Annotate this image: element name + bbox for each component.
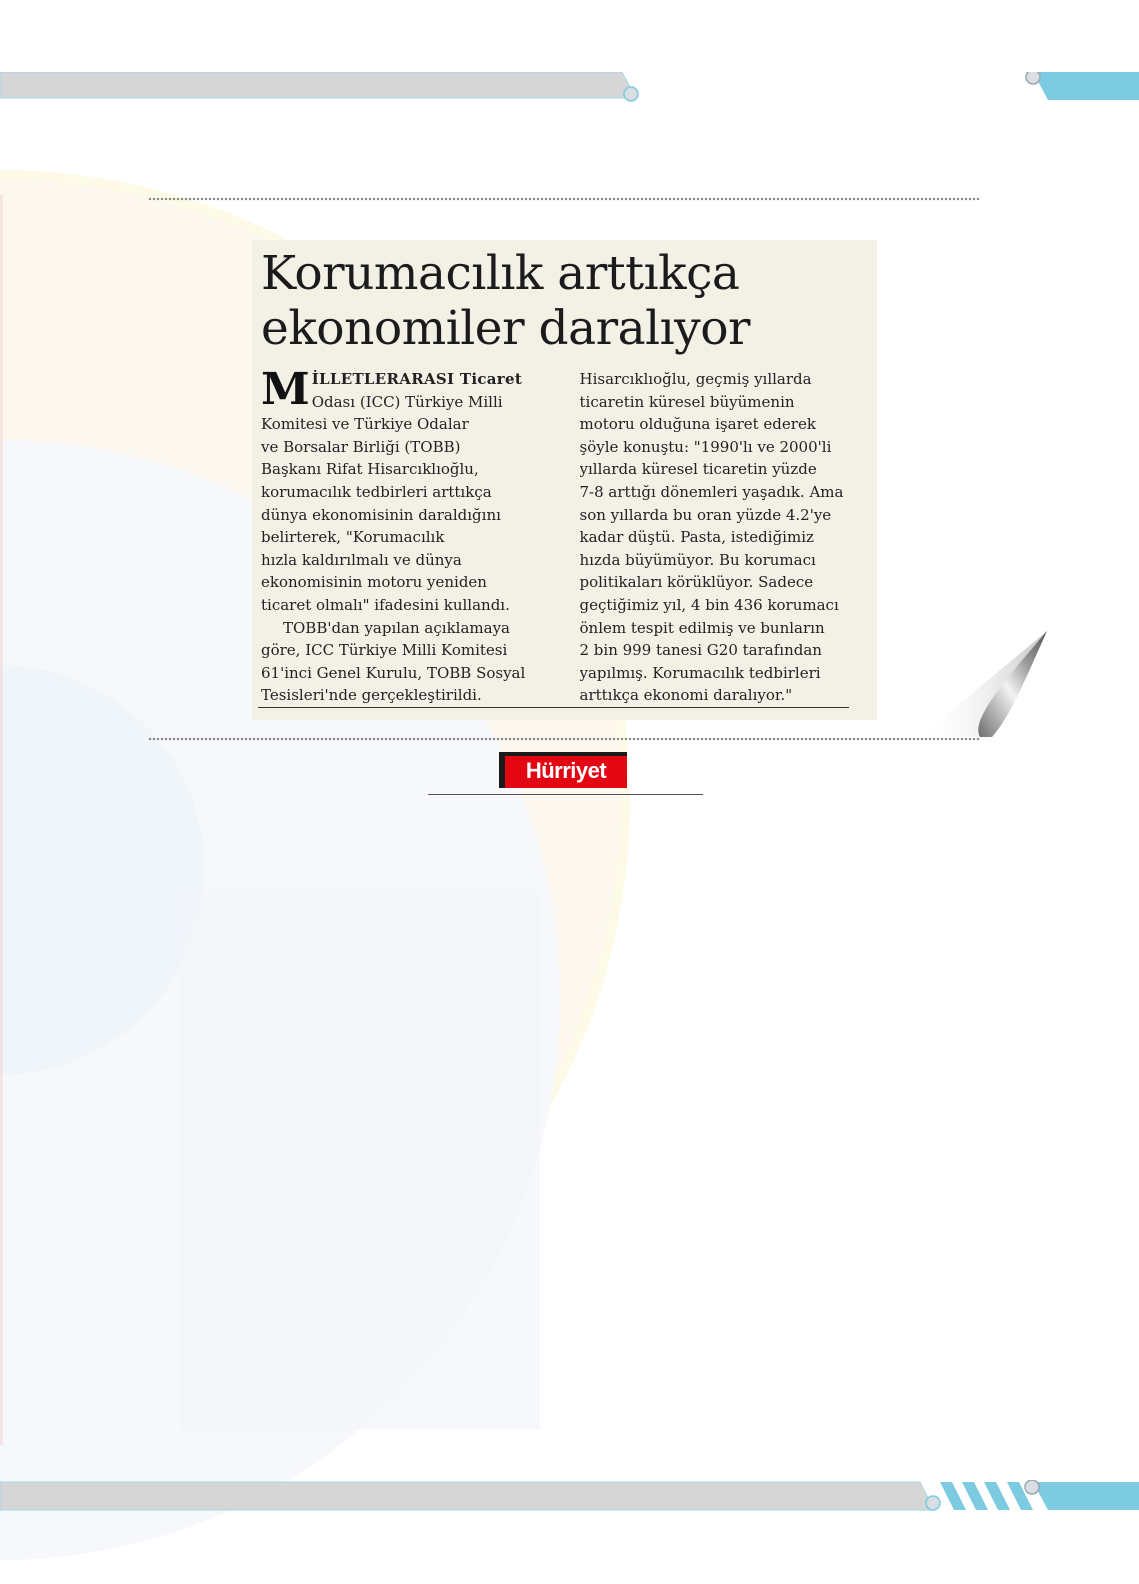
text-line: geçtiğimiz yıl, 4 bin 436 korumacı [579, 595, 839, 614]
text-line: ticaret olmalı" ifadesini kullandı. [261, 595, 510, 614]
clipping-bottom-rule [258, 707, 849, 708]
hurriyet-logo: Hürriyet [499, 752, 627, 788]
article-headline [261, 246, 868, 356]
text-line: yapılmış. Korumacılık tedbirleri [579, 663, 821, 682]
text-line: Hisarcıklıoğlu, geçmiş yıllarda [579, 370, 812, 388]
source-underline [428, 794, 703, 795]
text-line: son yıllarda bu oran yüzde 4.2'ye [579, 505, 832, 524]
article-column-1 [261, 368, 550, 707]
text-line: şöyle konuştu: "1990'lı ve 2000'li [579, 437, 832, 456]
newspaper-clipping [252, 240, 877, 720]
paragraph-2 [261, 617, 550, 662]
paragraph-2-cont [261, 662, 550, 707]
text-line: hızda büyümüyor. Bu korumacı [579, 550, 816, 569]
text-line: Tesisleri'nde gerçekleştirildi. [261, 686, 482, 705]
text-line: Odası (ICC) Türkiye Milli [311, 392, 503, 411]
paragraph-1 [261, 368, 550, 617]
article-columns [261, 368, 868, 707]
headline-line-1: Korumacılık arttıkça [261, 246, 740, 301]
text-line: 7-8 arttığı dönemleri yaşadık. Ama [579, 482, 844, 501]
text-line: 2 bin 999 tanesi G20 tarafından [579, 641, 822, 660]
text-line: motoru olduğuna işaret ederek [579, 415, 816, 434]
top-decorative-bar [0, 72, 1139, 112]
page-curl-icon [910, 625, 1060, 750]
paragraph-3 [580, 368, 869, 707]
text-line: belirterek, "Korumacılık [261, 528, 445, 547]
text-line: Başkanı Rifat Hisarcıklıoğlu, [261, 460, 479, 479]
text-line: İLLETLERARASI Ticaret [311, 370, 523, 388]
text-line: kadar düştü. Pasta, istediğimiz [579, 528, 814, 547]
text-line: dünya ekonomisinin daraldığını [261, 505, 501, 524]
text-line: ve Borsalar Birliği (TOBB) [261, 437, 461, 456]
text-line: ekonomisinin motoru yeniden [261, 573, 487, 592]
text-line: ticaretin küresel büyümenin [579, 392, 795, 411]
article-column-2 [580, 368, 869, 707]
text-line: Komitesi ve Türkiye Odalar [261, 415, 469, 434]
text-line: yıllarda küresel ticaretin yüzde [579, 460, 817, 479]
drop-cap: M [261, 368, 310, 415]
top-dotted-rule [148, 197, 980, 201]
text-line: hızla kaldırılmalı ve dünya [261, 550, 462, 569]
bottom-dotted-rule [148, 737, 980, 741]
text-line: 61'inci Genel Kurulu, TOBB Sosyal [261, 663, 526, 682]
text-line: göre, ICC Türkiye Milli Komitesi [261, 641, 508, 660]
bottom-decorative-bar [0, 1480, 1139, 1530]
text-line: arttıkça ekonomi daralıyor." [579, 686, 793, 705]
text-line: politikaları körüklüyor. Sadece [579, 573, 814, 592]
text-line: korumacılık tedbirleri arttıkça [261, 482, 492, 501]
headline-line-2: ekonomiler daralıyor [261, 301, 750, 356]
text-line: TOBB'dan yapılan açıklamaya [283, 618, 510, 637]
text-line: önlem tespit edilmiş ve bunların [579, 618, 825, 637]
